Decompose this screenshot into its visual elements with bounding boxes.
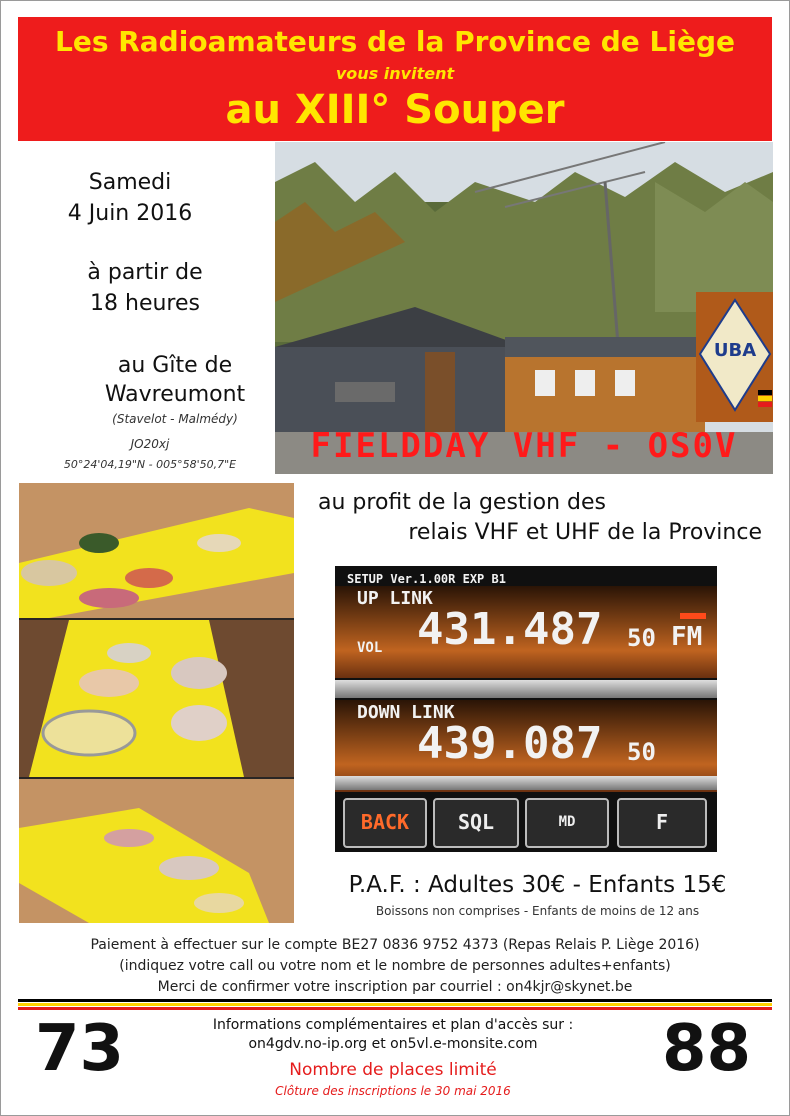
uba-label: UBA [713,340,757,361]
belgian-flag-stripe [18,999,772,1011]
info-line-1: Informations complémentaires et plan d'accès sur : [212,1017,574,1033]
downlink-scale [335,776,717,790]
downlink-label: DOWN LINK [357,702,455,723]
radio-display [335,566,717,852]
fieldday-photo [275,142,773,474]
event-time: 18 heures [90,291,200,316]
uplink-mode: FM [671,622,703,652]
event-from: à partir de [87,260,203,285]
closing-date: Clôture des inscriptions le 30 mai 2016 [275,1084,511,1098]
payment-line-3: Merci de confirmer votre inscription par courriel : on4kjr@skynet.be [157,979,633,995]
purpose-line-1: au profit de la gestion des [318,490,607,515]
flag-black-band [18,999,772,1002]
uplink-frequency: 431.487 [417,604,603,655]
uplink-scale [335,680,717,698]
uplink-label: UP LINK [357,588,433,609]
number-73: 73 [35,1012,125,1086]
event-day: Samedi [88,170,172,195]
banner-headline: au XIII° Souper [225,87,565,133]
event-date: 4 Juin 2016 [67,201,193,226]
number-88: 88 [662,1012,752,1086]
f-button[interactable]: F [617,798,707,848]
banner-subtitle: vous invitent [335,64,455,83]
buffet-scene [19,483,294,923]
locator: JO20xj [130,437,170,451]
limited-seats: Nombre de places limité [289,1060,497,1080]
md-button[interactable]: MD [525,798,609,848]
flag-red-band [18,1007,772,1010]
purpose-line-2: relais VHF et UHF de la Province [408,520,762,545]
banner-title: Les Radioamateurs de la Province de Liège [54,25,736,58]
pricing-line: P.A.F. : Adultes 30€ - Enfants 15€ [348,872,727,898]
sql-button[interactable]: SQL [433,798,519,848]
venue-area: (Stavelot - Malmédy) [112,412,238,426]
flag-yellow-band [18,1003,772,1006]
downlink-frequency: 439.087 [417,718,603,769]
fieldday-caption: FIELDDAY VHF - OS0V [310,426,738,466]
venue-prefix: au Gîte de [117,353,233,378]
uplink-subfrequency: 50 [627,624,656,652]
info-links: on4gdv.no-ip.org et on5vl.e-monsite.com [248,1036,538,1052]
coordinates: 50°24'04,19"N - 005°58'50,7"E [63,458,237,471]
payment-line-1: Paiement à effectuer sur le compte BE27 0836 9752 4373 (Repas Relais P. Liège 2016) [90,937,700,953]
radio-header: SETUP Ver.1.00R EXP B1 [347,572,506,586]
vol-label: VOL [357,640,383,656]
pricing-note: Boissons non comprises - Enfants de moins de 12 ans [375,904,700,918]
mode-indicator [680,613,706,619]
downlink-subfrequency: 50 [627,738,656,766]
venue-name: Wavreumont [104,382,246,407]
buffet-photos [19,483,294,923]
back-button[interactable]: BACK [343,798,427,848]
payment-line-2: (indiquez votre call ou votre nom et le nombre de personnes adultes+enfants) [119,958,671,974]
uba-logo [696,292,773,422]
header-banner [18,17,772,141]
